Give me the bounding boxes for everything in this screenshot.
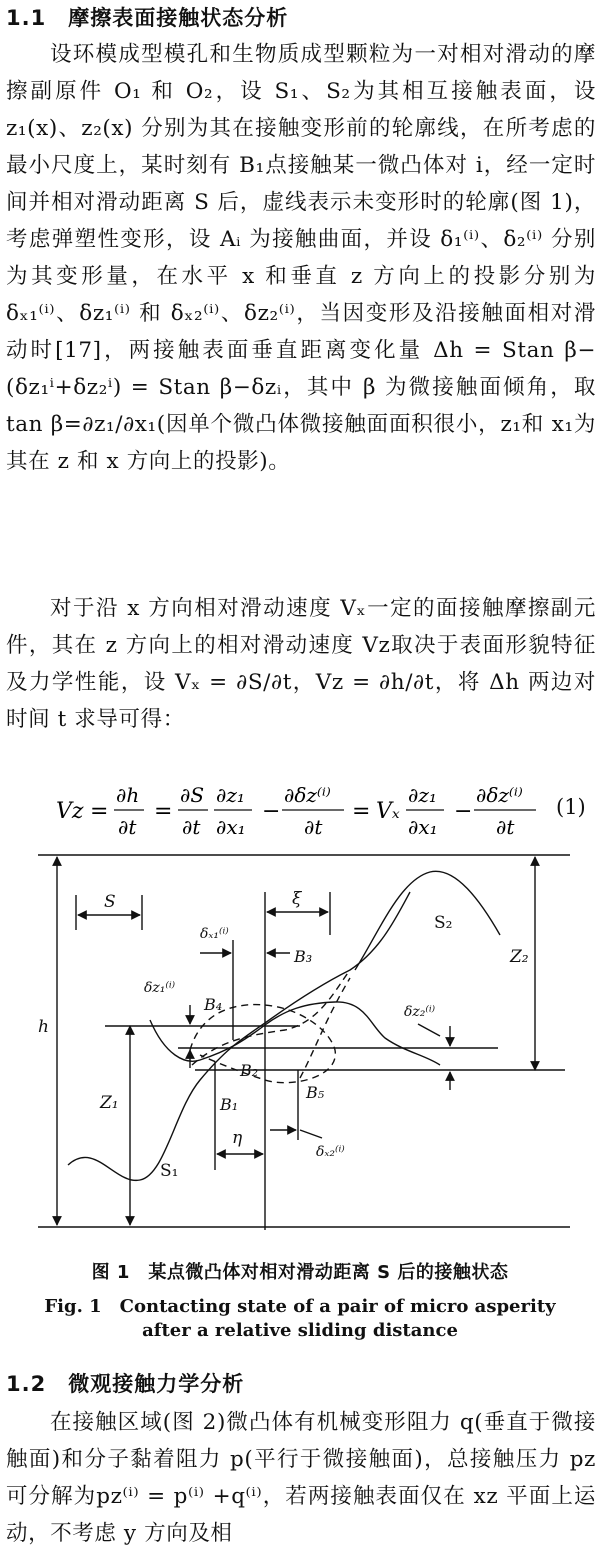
equation-1	[56, 780, 556, 840]
dz1-label: δz₁⁽ⁱ⁾	[144, 980, 176, 996]
eq-frac6-num: ∂δz⁽ⁱ⁾	[476, 783, 523, 807]
paragraph-micro-contact	[6, 1404, 596, 1552]
z1-label: Z₁	[100, 1093, 119, 1113]
figure-caption-cn: 图 1 某点微凸体对相对滑动距离 S 后的接触状态	[91, 1262, 509, 1283]
eq-minus: −	[262, 799, 281, 824]
h-label: h	[38, 1017, 49, 1037]
eta-label: η	[232, 1128, 243, 1148]
dz2-label: δz₂⁽ⁱ⁾	[404, 1004, 436, 1020]
dx2-leader	[300, 1130, 322, 1138]
undeformed-profile-dashed-lower	[300, 978, 350, 1078]
eq-frac6-den: ∂t	[496, 815, 515, 839]
eq-frac4-den: ∂t	[304, 815, 323, 839]
paragraph-text: 在接触区域(图 2)微凸体有机械变形阻力 q(垂直于微接触面)和分子黏着阻力 p(平行于微接触面)，总接触压力 pz可分解为pz⁽ⁱ⁾ = p⁽ⁱ⁾ +q⁽ⁱ⁾，若两接触表面仅在 xz 平面上运动，不考虑 y 方向及相	[6, 1410, 596, 1546]
eq-frac5-den: ∂x₁	[408, 815, 438, 839]
paragraph-text: 对于沿 x 方向相对滑动速度 Vₓ一定的面接触摩擦副元件，其在 z 方向上的相对滑动速度 Vz取决于表面形貌特征及力学性能，设 Vₓ = ∂S/∂t，Vz = ∂h/∂t，将 Δh 两边对时间 t 求导可得：	[6, 596, 596, 732]
section-number: 1.1	[6, 6, 47, 30]
eq-lhs: Vz	[56, 799, 84, 824]
eq-vx: Vₓ	[376, 799, 400, 824]
eq-frac2-num: ∂S	[180, 783, 205, 807]
dx2-label: δₓ₂⁽ⁱ⁾	[316, 1144, 345, 1160]
xi-label: ξ	[292, 889, 302, 909]
s2-label: S₂	[434, 913, 453, 933]
figure-1-diagram	[0, 840, 600, 1245]
eq-frac3-num: ∂z₁	[216, 783, 245, 807]
figure-caption-en-line2: after a relative sliding distance	[142, 1320, 458, 1341]
dz2-leader	[418, 1024, 440, 1036]
eq-frac4-num: ∂δz⁽ⁱ⁾	[284, 783, 331, 807]
figure-caption-en-line1: Fig. 1 Contacting state of a pair of micro asperity	[44, 1296, 556, 1317]
s1-label: S₁	[160, 1161, 179, 1181]
section-number: 1.2	[6, 1372, 47, 1396]
section-title: 摩擦表面接触状态分析	[68, 6, 289, 30]
z2-label: Z₂	[510, 947, 529, 967]
eq-sign: =	[90, 799, 109, 824]
b2-label: B₂	[240, 1061, 259, 1080]
eq-frac1-den: ∂t	[118, 815, 137, 839]
b1-label: B₁	[220, 1095, 239, 1114]
eq-frac2-den: ∂t	[182, 815, 201, 839]
b4-label: B₄	[204, 995, 223, 1014]
section-heading-1-2	[6, 1368, 244, 1398]
b5-label: B₅	[306, 1083, 325, 1102]
eq-minus: −	[454, 799, 473, 824]
eq-sign: =	[352, 799, 371, 824]
equation-number: (1)	[556, 795, 586, 819]
section-heading-1-1	[6, 2, 288, 32]
s-label: S	[104, 892, 116, 912]
undeformed-profile-dashed-upper	[192, 970, 350, 1065]
eq-frac1-num: ∂h	[116, 783, 140, 807]
dx1-label: δₓ₁⁽ⁱ⁾	[200, 926, 229, 942]
paragraph-sliding-velocity	[6, 590, 596, 738]
paragraph-contact-state	[6, 36, 596, 480]
eq-frac3-den: ∂x₁	[216, 815, 246, 839]
eq-frac5-num: ∂z₁	[408, 783, 437, 807]
section-title: 微观接触力学分析	[68, 1372, 245, 1396]
surface-s2-curve	[150, 871, 500, 1065]
b3-label: B₃	[294, 947, 313, 966]
eq-sign: =	[154, 799, 173, 824]
paragraph-text: 设环模成型模孔和生物质成型颗粒为一对相对滑动的摩擦副原件 O₁ 和 O₂，设 S₁、S₂为其相互接触表面，设 z₁(x)、z₂(x) 分别为其在接触变形前的轮廓线，在所考虑的最小尺度上，某时刻有 B₁点接触某一微凸体对 i，经一定时间并相对滑动距离 S 后，虚线表示未变形时的轮廓(图 1)，考虑弹塑性变形，设 Aᵢ 为接触曲面，并设 δ₁⁽ⁱ⁾、δ₂⁽ⁱ⁾ 分别为其变形量，在水平 x 和垂直 z 方向上的投影分别为 δₓ₁⁽ⁱ⁾、δz₁⁽ⁱ⁾ 和 δₓ₂⁽ⁱ⁾、δz₂⁽ⁱ⁾，当因变形及沿接触面相对滑动时[17]，两接触表面垂直距离变化量 Δh = Stan β−(δz₁ⁱ+δz₂ⁱ) = Stan β−δzᵢ，其中 β 为微接触面倾角，取 tan β=∂z₁/∂x₁(因单个微凸体微接触面面积很小，z₁和 x₁为其在 z 和 x 方向上的投影)。	[6, 42, 596, 474]
